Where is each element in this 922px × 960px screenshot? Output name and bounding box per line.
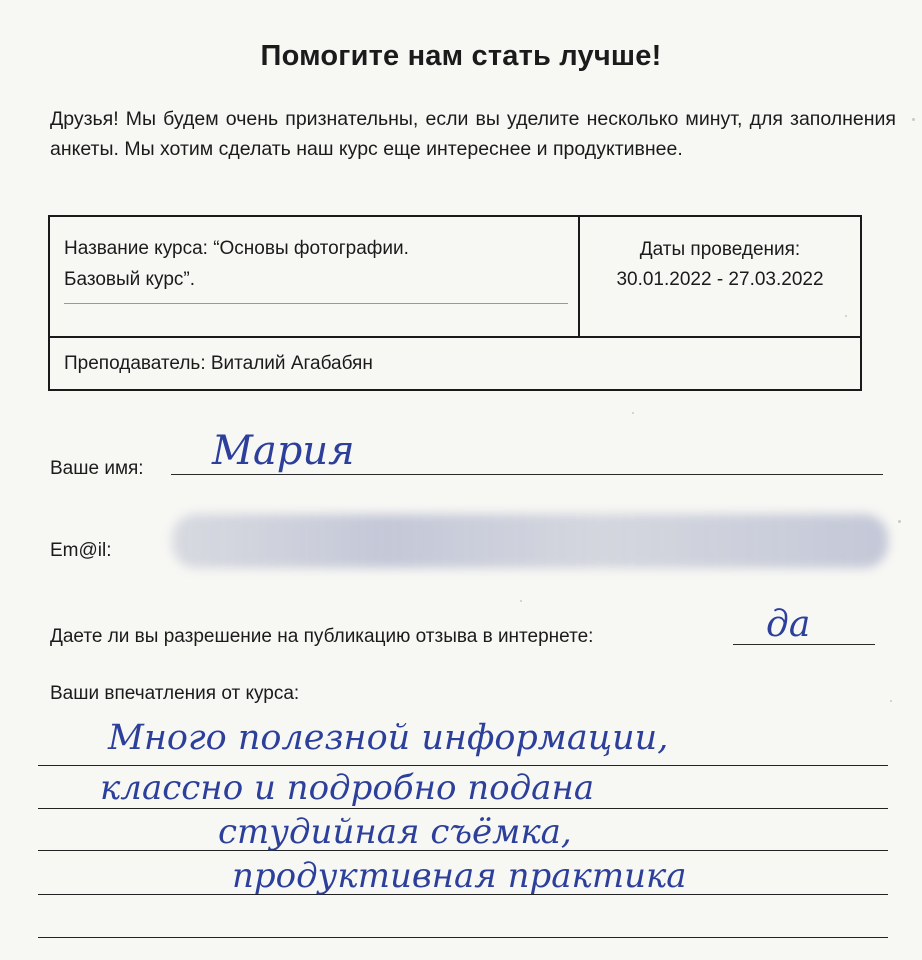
name-underline (171, 474, 883, 475)
impressions-label: Ваши впечатления от курса: (50, 683, 300, 704)
impressions-handwritten-line-1[interactable]: Много полезной информации, (108, 718, 669, 758)
impressions-line-2 (38, 808, 888, 809)
dates-value: 30.01.2022 - 27.03.2022 (616, 269, 824, 290)
course-info-table (48, 215, 862, 391)
name-handwritten-value[interactable]: Мария (212, 428, 355, 474)
course-name (64, 233, 564, 295)
course-name-line2: Базовый курс”. (64, 269, 196, 290)
table-row-divider (50, 336, 860, 338)
scan-speck (520, 600, 522, 602)
scan-speck (912, 118, 915, 121)
course-name-underline (64, 303, 568, 304)
scan-speck (890, 700, 892, 702)
permission-handwritten-value[interactable]: да (766, 604, 811, 645)
dates-label: Даты проведения: (639, 239, 801, 260)
form-title: Помогите нам стать лучше! (260, 40, 662, 72)
scan-speck (845, 315, 847, 317)
scan-speck (898, 520, 901, 523)
teacher-name: Преподаватель: Виталий Агабабян (64, 353, 373, 374)
permission-label: Даете ли вы разрешение на публикацию отзыва в интернете: (50, 626, 594, 647)
impressions-line-1 (38, 765, 888, 766)
impressions-line-5 (38, 937, 888, 938)
name-label: Ваше имя: (50, 458, 144, 479)
email-redacted-value (172, 514, 888, 568)
course-dates-cell (580, 217, 860, 336)
course-name-line1: Название курса: “Основы фотографии. (64, 238, 409, 259)
email-label: Em@il: (50, 540, 112, 561)
impressions-handwritten-line-4[interactable]: продуктивная практика (232, 856, 687, 896)
course-dates (580, 235, 860, 295)
impressions-handwritten-line-3[interactable]: студийная съёмка, (218, 812, 572, 852)
form-intro: Друзья! Мы будем очень признательны, если вы уделите несколько минут, для заполнения анкеты. Мы хотим сделать наш курс еще интереснее и продуктивнее. (50, 108, 896, 160)
impressions-handwritten-line-2[interactable]: классно и подробно подана (100, 768, 595, 808)
scan-speck (632, 412, 634, 414)
course-name-cell (50, 217, 580, 336)
